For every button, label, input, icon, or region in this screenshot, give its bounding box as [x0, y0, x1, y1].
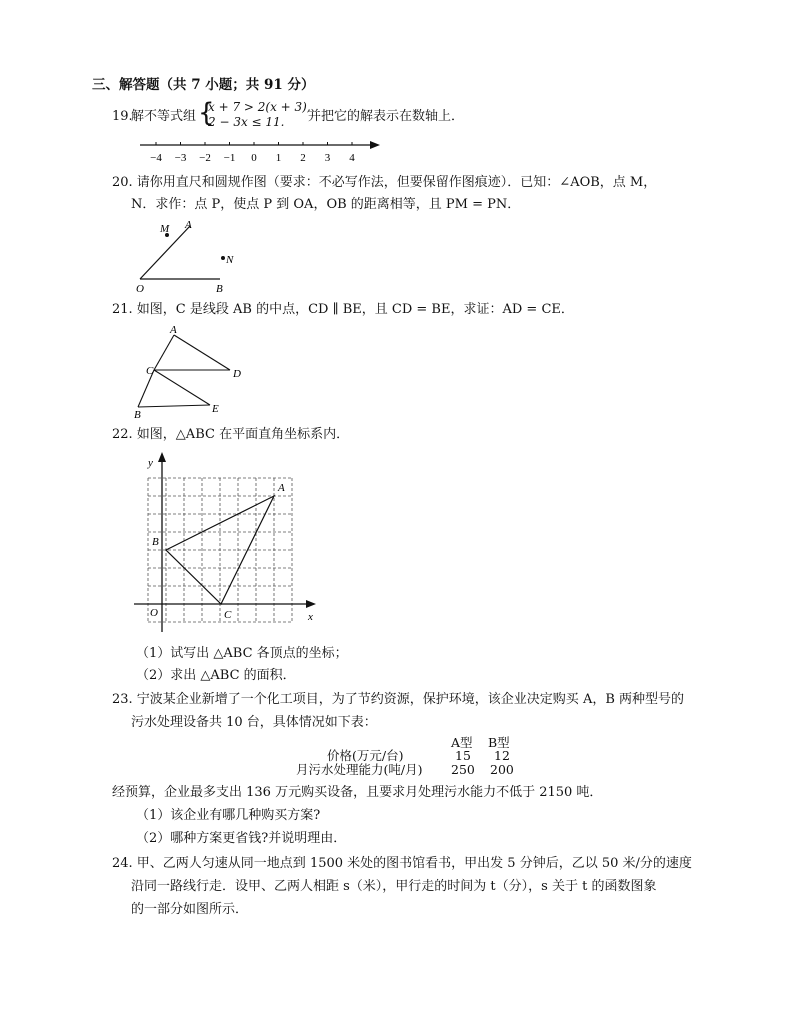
q22-text: 22. 如图，△ABC 在平面直角坐标系内．: [112, 427, 350, 442]
section-title: 三、解答题（共 7 小题；共 91 分）: [92, 77, 315, 93]
q19-inequality-2: 2 − 3x ≤ 11.: [208, 115, 285, 129]
label-e: E: [212, 403, 219, 415]
q19-tail: 并把它的解表示在数轴上．: [308, 109, 465, 124]
coordinate-plane: [130, 448, 330, 638]
q20-line-1: 20. 请你用直尺和圆规作图（要求：不必写作法，但要保留作图痕迹）．已知：∠AOB，点 M，: [112, 175, 657, 190]
q24-line-2: 沿同一路线行走．设甲、乙两人相距 s（米），甲行走的时间为 t（分），s 关于 t 的函数图象: [131, 879, 657, 894]
number-line: [130, 136, 390, 168]
number-line-tick-label: 2: [300, 152, 306, 164]
q19-brace: {: [198, 98, 215, 128]
row-capacity-b: 200: [490, 762, 514, 777]
q23-sub-2: （2）哪种方案更省钱?并说明理由．: [136, 831, 347, 846]
point-n: [221, 256, 225, 260]
number-line-tick-label: 3: [324, 152, 331, 164]
q19-number: 19.: [112, 109, 133, 124]
label-b: B: [134, 409, 141, 418]
y-arrow-icon: [158, 452, 166, 462]
q23-line-1: 23. 宁波某企业新增了一个化工项目，为了节约资源，保护环境，该企业决定购买 A，B 两种型号的: [112, 692, 685, 707]
row-price-b: 12: [494, 748, 510, 763]
header-a: A型: [451, 735, 473, 750]
label-a: A: [170, 324, 177, 336]
label-d: D: [233, 368, 241, 380]
label-a: A: [185, 219, 192, 231]
label-x: x: [308, 611, 313, 623]
label-a: A: [278, 482, 285, 494]
label-c: C: [224, 609, 232, 621]
number-line-tick-label: 4: [349, 152, 355, 164]
label-c: C: [146, 365, 154, 377]
q24-line-1: 24. 甲、乙两人匀速从同一地点到 1500 米处的图书馆看书，甲出发 5 分钟后，乙以 50 米/分的速度: [112, 856, 692, 871]
label-o: O: [150, 607, 158, 619]
number-line-tick-label: 1: [275, 152, 282, 164]
label-b: B: [152, 536, 159, 548]
q20-angle-figure: [130, 216, 250, 296]
q23-line-3: 经预算，企业最多支出 136 万元购买设备，且要求月处理污水能力不低于 2150 吨．: [112, 785, 603, 800]
x-arrow-icon: [306, 600, 316, 608]
q21-text: 21. 如图，C 是线段 AB 的中点，CD ∥ BE，且 CD = BE，求证：AD = CE．: [112, 302, 574, 317]
q20-line-2: N．求作：点 P，使点 P 到 OA，OB 的距离相等，且 PM = PN．: [131, 197, 521, 212]
q19-inequality-1: x + 7 > 2(x + 3),: [208, 100, 311, 114]
label-b: B: [216, 283, 223, 295]
row-capacity-a: 250: [451, 762, 475, 777]
q21-figure: [130, 322, 260, 418]
q22-sub-1: （1）试写出 △ABC 各顶点的坐标；: [136, 646, 348, 661]
number-line-tick-label: −1: [223, 152, 236, 164]
q23-line-2: 污水处理设备共 10 台，具体情况如下表：: [131, 715, 377, 730]
row-price-a: 15: [455, 748, 471, 763]
number-line-tick-label: −3: [174, 152, 187, 164]
q23-sub-1: （1）该企业有哪几种购买方案?: [136, 808, 321, 823]
arrow-icon: [370, 141, 380, 149]
q22-sub-2: （2）求出 △ABC 的面积．: [136, 668, 296, 683]
label-n: N: [226, 254, 234, 266]
number-line-tick-label: −2: [199, 152, 211, 164]
header-b: B型: [488, 735, 510, 750]
label-o: O: [136, 283, 144, 295]
grid: [148, 478, 292, 622]
number-line-tick-label: −4: [150, 152, 162, 164]
row-capacity-label: 月污水处理能力(吨/月): [296, 762, 423, 777]
q19-lead: 解不等式组: [131, 109, 197, 124]
row-price-label: 价格(万元/台): [327, 748, 404, 763]
number-line-tick-label: 0: [251, 152, 257, 164]
label-y: y: [148, 457, 153, 469]
label-m: M: [160, 223, 170, 235]
q24-line-3: 的一部分如图所示．: [131, 902, 249, 917]
